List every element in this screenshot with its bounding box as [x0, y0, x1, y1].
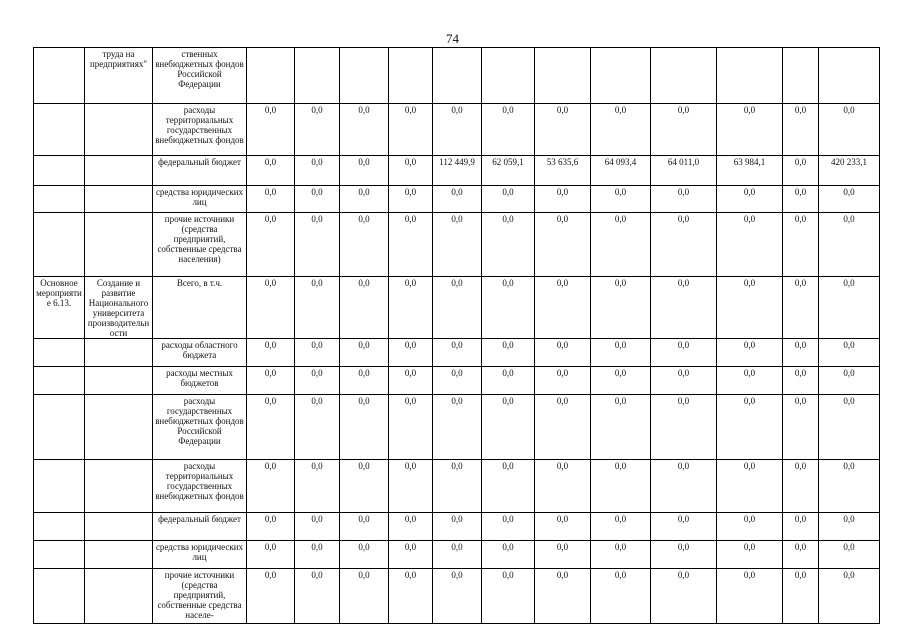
value-cell — [247, 48, 295, 104]
value-cell: 0,0 — [819, 339, 880, 367]
value-cell: 0,0 — [717, 213, 783, 277]
value-cell: 0,0 — [535, 186, 591, 213]
value-cell — [819, 48, 880, 104]
value-cell: 0,0 — [482, 367, 535, 395]
value-cell: 0,0 — [819, 395, 880, 460]
value-cell: 0,0 — [535, 569, 591, 624]
table-row — [34, 367, 880, 395]
value-cell: 0,0 — [819, 569, 880, 624]
value-cell: 0,0 — [295, 541, 340, 569]
value-cell: 0,0 — [247, 339, 295, 367]
value-cell: 0,0 — [819, 104, 880, 156]
measure-title-cell — [85, 186, 153, 213]
table-row — [34, 156, 880, 186]
measure-title-cell — [85, 156, 153, 186]
value-cell: 0,0 — [535, 104, 591, 156]
measure-title-cell: труда на предприятиях" — [85, 48, 153, 104]
value-cell: 64 011,0 — [651, 156, 717, 186]
table-row — [34, 569, 880, 624]
measure-code-cell — [34, 104, 85, 156]
value-cell: 0,0 — [783, 367, 819, 395]
value-cell: 0,0 — [247, 569, 295, 624]
measure-title-cell — [85, 104, 153, 156]
value-cell: 0,0 — [482, 339, 535, 367]
value-cell: 0,0 — [389, 186, 433, 213]
value-cell: 0,0 — [783, 460, 819, 513]
value-cell: 63 984,1 — [717, 156, 783, 186]
value-cell: 0,0 — [340, 569, 389, 624]
measure-code-cell — [34, 186, 85, 213]
value-cell: 0,0 — [295, 569, 340, 624]
value-cell: 0,0 — [783, 213, 819, 277]
value-cell: 0,0 — [717, 395, 783, 460]
value-cell: 64 093,4 — [591, 156, 651, 186]
value-cell: 0,0 — [535, 395, 591, 460]
value-cell: 0,0 — [433, 186, 482, 213]
value-cell: 0,0 — [651, 569, 717, 624]
value-cell: 0,0 — [295, 367, 340, 395]
value-cell — [340, 48, 389, 104]
value-cell — [482, 48, 535, 104]
value-cell: 0,0 — [389, 513, 433, 541]
value-cell: 0,0 — [783, 541, 819, 569]
value-cell: 0,0 — [819, 213, 880, 277]
value-cell: 0,0 — [389, 460, 433, 513]
value-cell: 0,0 — [433, 104, 482, 156]
value-cell: 112 449,9 — [433, 156, 482, 186]
value-cell — [651, 48, 717, 104]
measure-code-cell: Основное мероприятие 6.13. — [34, 277, 85, 339]
value-cell: 0,0 — [651, 541, 717, 569]
value-cell: 0,0 — [295, 104, 340, 156]
value-cell: 0,0 — [819, 460, 880, 513]
value-cell: 0,0 — [819, 541, 880, 569]
value-cell: 0,0 — [717, 460, 783, 513]
value-cell: 0,0 — [591, 395, 651, 460]
measure-title-cell — [85, 513, 153, 541]
value-cell: 0,0 — [340, 513, 389, 541]
value-cell: 0,0 — [247, 367, 295, 395]
value-cell: 0,0 — [651, 395, 717, 460]
value-cell: 0,0 — [535, 367, 591, 395]
value-cell: 0,0 — [247, 104, 295, 156]
value-cell: 0,0 — [717, 367, 783, 395]
measure-code-cell — [34, 541, 85, 569]
value-cell: 0,0 — [591, 541, 651, 569]
value-cell: 0,0 — [535, 541, 591, 569]
value-cell: 0,0 — [295, 277, 340, 339]
measure-code-cell — [34, 48, 85, 104]
value-cell: 0,0 — [591, 460, 651, 513]
table-row — [34, 541, 880, 569]
value-cell: 0,0 — [783, 186, 819, 213]
value-cell: 0,0 — [591, 186, 651, 213]
funding-table — [33, 47, 880, 624]
value-cell: 0,0 — [433, 395, 482, 460]
value-cell: 0,0 — [247, 213, 295, 277]
value-cell: 0,0 — [783, 339, 819, 367]
value-cell: 0,0 — [340, 395, 389, 460]
measure-code-cell — [34, 156, 85, 186]
measure-code-cell — [34, 569, 85, 624]
measure-title-cell — [85, 395, 153, 460]
value-cell: 0,0 — [389, 213, 433, 277]
table-row — [34, 460, 880, 513]
value-cell: 0,0 — [535, 277, 591, 339]
measure-title-cell — [85, 367, 153, 395]
value-cell: 0,0 — [651, 339, 717, 367]
value-cell: 0,0 — [783, 395, 819, 460]
funding-source-cell: федеральный бюджет — [153, 513, 247, 541]
measure-code-cell — [34, 395, 85, 460]
measure-title-cell — [85, 460, 153, 513]
table-row — [34, 48, 880, 104]
table-row — [34, 277, 880, 339]
value-cell: 0,0 — [535, 460, 591, 513]
value-cell: 0,0 — [819, 277, 880, 339]
value-cell: 0,0 — [591, 569, 651, 624]
value-cell: 0,0 — [783, 277, 819, 339]
value-cell: 0,0 — [482, 513, 535, 541]
measure-code-cell — [34, 213, 85, 277]
value-cell: 0,0 — [295, 395, 340, 460]
value-cell: 0,0 — [433, 277, 482, 339]
value-cell: 0,0 — [389, 277, 433, 339]
value-cell — [295, 48, 340, 104]
table-row — [34, 395, 880, 460]
value-cell: 0,0 — [340, 186, 389, 213]
value-cell: 0,0 — [433, 367, 482, 395]
value-cell: 0,0 — [651, 513, 717, 541]
value-cell: 0,0 — [482, 213, 535, 277]
value-cell: 0,0 — [717, 277, 783, 339]
value-cell: 0,0 — [389, 156, 433, 186]
value-cell: 0,0 — [717, 104, 783, 156]
value-cell: 0,0 — [482, 569, 535, 624]
value-cell: 0,0 — [340, 367, 389, 395]
value-cell — [535, 48, 591, 104]
value-cell: 0,0 — [340, 277, 389, 339]
value-cell: 0,0 — [819, 367, 880, 395]
value-cell: 0,0 — [340, 213, 389, 277]
value-cell: 0,0 — [651, 213, 717, 277]
funding-source-cell: ственных внебюджетных фондов Российской Федерации — [153, 48, 247, 104]
value-cell: 0,0 — [535, 339, 591, 367]
value-cell: 0,0 — [433, 339, 482, 367]
value-cell: 0,0 — [247, 541, 295, 569]
value-cell: 0,0 — [433, 541, 482, 569]
table-row — [34, 339, 880, 367]
value-cell: 0,0 — [295, 513, 340, 541]
measure-title-cell: Создание и развитие Национального университета производительности — [85, 277, 153, 339]
funding-source-cell: прочие источники (средства предприятий, собственные средства населе- — [153, 569, 247, 624]
value-cell: 53 635,6 — [535, 156, 591, 186]
funding-source-cell: расходы государственных внебюджетных фондов Российской Федерации — [153, 395, 247, 460]
funding-source-cell: расходы территориальных государственных внебюджетных фондов — [153, 104, 247, 156]
value-cell: 0,0 — [717, 513, 783, 541]
measure-title-cell — [85, 569, 153, 624]
value-cell: 0,0 — [482, 460, 535, 513]
value-cell: 0,0 — [591, 339, 651, 367]
measure-title-cell — [85, 541, 153, 569]
value-cell: 0,0 — [247, 186, 295, 213]
value-cell: 0,0 — [717, 541, 783, 569]
value-cell: 0,0 — [591, 104, 651, 156]
value-cell: 0,0 — [651, 186, 717, 213]
measure-code-cell — [34, 367, 85, 395]
value-cell: 0,0 — [295, 186, 340, 213]
value-cell — [591, 48, 651, 104]
value-cell: 0,0 — [482, 277, 535, 339]
funding-source-cell: средства юридических лиц — [153, 186, 247, 213]
value-cell — [433, 48, 482, 104]
value-cell: 0,0 — [247, 513, 295, 541]
value-cell: 0,0 — [340, 104, 389, 156]
funding-source-cell: федеральный бюджет — [153, 156, 247, 186]
value-cell: 0,0 — [482, 186, 535, 213]
value-cell: 0,0 — [717, 186, 783, 213]
value-cell: 0,0 — [651, 277, 717, 339]
value-cell: 0,0 — [717, 339, 783, 367]
table-row — [34, 513, 880, 541]
value-cell: 0,0 — [482, 395, 535, 460]
value-cell: 0,0 — [783, 513, 819, 541]
value-cell: 0,0 — [783, 569, 819, 624]
value-cell: 0,0 — [389, 569, 433, 624]
funding-source-cell: Всего, в т.ч. — [153, 277, 247, 339]
value-cell: 0,0 — [535, 513, 591, 541]
value-cell: 0,0 — [819, 513, 880, 541]
value-cell: 0,0 — [783, 156, 819, 186]
measure-code-cell — [34, 339, 85, 367]
value-cell: 0,0 — [340, 460, 389, 513]
value-cell: 0,0 — [247, 277, 295, 339]
value-cell: 420 233,1 — [819, 156, 880, 186]
value-cell: 0,0 — [819, 186, 880, 213]
value-cell: 0,0 — [295, 156, 340, 186]
funding-source-cell: расходы местных бюджетов — [153, 367, 247, 395]
value-cell — [389, 48, 433, 104]
measure-title-cell — [85, 213, 153, 277]
value-cell: 0,0 — [247, 156, 295, 186]
table-row — [34, 213, 880, 277]
value-cell: 0,0 — [482, 104, 535, 156]
value-cell: 0,0 — [591, 513, 651, 541]
value-cell: 0,0 — [433, 569, 482, 624]
value-cell: 0,0 — [651, 104, 717, 156]
funding-source-cell: средства юридических лиц — [153, 541, 247, 569]
value-cell: 0,0 — [295, 339, 340, 367]
funding-source-cell: расходы областного бюджета — [153, 339, 247, 367]
value-cell — [783, 48, 819, 104]
value-cell: 0,0 — [535, 213, 591, 277]
measure-title-cell — [85, 339, 153, 367]
value-cell: 0,0 — [591, 367, 651, 395]
table-body — [34, 48, 880, 624]
value-cell: 0,0 — [717, 569, 783, 624]
value-cell: 0,0 — [389, 395, 433, 460]
value-cell: 0,0 — [651, 460, 717, 513]
funding-source-cell: прочие источники (средства предприятий, собственные средства населения) — [153, 213, 247, 277]
value-cell: 0,0 — [247, 460, 295, 513]
value-cell: 0,0 — [340, 541, 389, 569]
value-cell: 0,0 — [433, 213, 482, 277]
value-cell: 0,0 — [295, 213, 340, 277]
value-cell: 0,0 — [433, 513, 482, 541]
value-cell: 0,0 — [591, 213, 651, 277]
value-cell: 0,0 — [340, 156, 389, 186]
value-cell: 0,0 — [651, 367, 717, 395]
table-row — [34, 104, 880, 156]
value-cell: 0,0 — [340, 339, 389, 367]
value-cell: 0,0 — [295, 460, 340, 513]
value-cell: 0,0 — [482, 541, 535, 569]
value-cell: 0,0 — [389, 104, 433, 156]
value-cell: 0,0 — [433, 460, 482, 513]
value-cell: 62 059,1 — [482, 156, 535, 186]
value-cell: 0,0 — [389, 367, 433, 395]
funding-source-cell: расходы территориальных государственных внебюджетных фондов — [153, 460, 247, 513]
value-cell: 0,0 — [591, 277, 651, 339]
value-cell: 0,0 — [389, 339, 433, 367]
value-cell: 0,0 — [389, 541, 433, 569]
measure-code-cell — [34, 460, 85, 513]
value-cell: 0,0 — [783, 104, 819, 156]
value-cell — [717, 48, 783, 104]
measure-code-cell — [34, 513, 85, 541]
value-cell: 0,0 — [247, 395, 295, 460]
table-row — [34, 186, 880, 213]
page-number: 74 — [446, 31, 459, 46]
